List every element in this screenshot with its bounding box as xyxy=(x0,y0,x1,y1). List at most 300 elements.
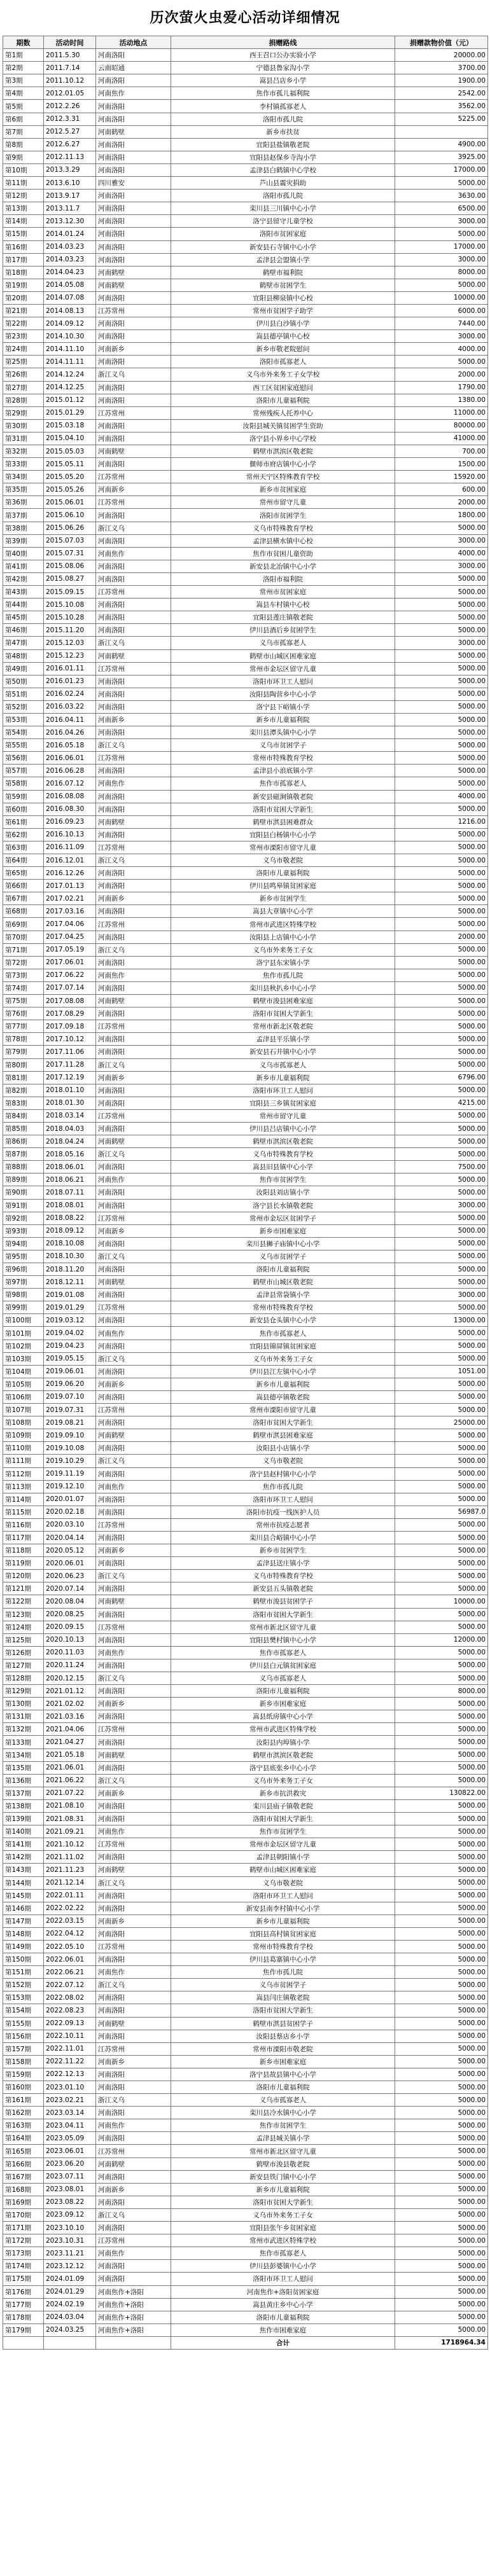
cell-location: 河南洛阳 xyxy=(96,956,171,969)
cell-date: 2015.12.23 xyxy=(44,649,96,662)
cell-issue: 第155期 xyxy=(3,2017,44,2030)
cell-issue: 第112期 xyxy=(3,1467,44,1480)
cell-route: 常州市新北区敬老院 xyxy=(171,1020,395,1033)
table-row xyxy=(3,815,488,828)
cell-issue: 第100期 xyxy=(3,1314,44,1327)
cell-location: 河南洛阳 xyxy=(96,394,171,406)
cell-issue: 第129期 xyxy=(3,1685,44,1698)
page-title: 历次萤火虫爱心活动详细情况 xyxy=(150,10,340,26)
cell-location: 河南洛阳 xyxy=(96,240,171,253)
cell-location: 河南焦作 xyxy=(96,2247,171,2260)
cell-route: 洛宁县留守儿童学校 xyxy=(171,215,395,228)
cell-location: 河南洛阳 xyxy=(96,202,171,215)
cell-issue: 第86期 xyxy=(3,1135,44,1148)
cell-location: 河南洛阳 xyxy=(96,2004,171,2017)
cell-amount: 5000.00 xyxy=(395,1646,488,1659)
cell-date: 2020.07.14 xyxy=(44,1582,96,1595)
cell-amount: 5000.00 xyxy=(395,586,488,599)
cell-date: 2022.11.22 xyxy=(44,2055,96,2068)
cell-issue: 第89期 xyxy=(3,1174,44,1186)
cell-amount: 5000.00 xyxy=(395,1698,488,1710)
cell-route: 义乌市外来务工子女学校 xyxy=(171,368,395,381)
cell-amount: 5000.00 xyxy=(395,1672,488,1685)
cell-issue: 第116期 xyxy=(3,1518,44,1531)
table-row xyxy=(3,509,488,522)
table-row xyxy=(3,1442,488,1455)
table-row xyxy=(3,2222,488,2234)
cell-date: 2020.12.15 xyxy=(44,1672,96,1685)
table-row xyxy=(3,1902,488,1915)
cell-route: 新乡市儿童福利院 xyxy=(171,1071,395,1084)
cell-date: 2018.10.08 xyxy=(44,1237,96,1250)
table-row xyxy=(3,343,488,356)
cell-issue: 第54期 xyxy=(3,726,44,739)
table-row xyxy=(3,1327,488,1340)
cell-date: 2019.12.10 xyxy=(44,1480,96,1493)
cell-amount: 5000.00 xyxy=(395,1774,488,1787)
table-row xyxy=(3,1122,488,1135)
cell-date: 2013.9.17 xyxy=(44,190,96,202)
table-row xyxy=(3,880,488,892)
cell-location: 江苏常州 xyxy=(96,1518,171,1531)
table-row xyxy=(3,125,488,138)
cell-location: 河南洛阳 xyxy=(96,1902,171,1915)
cell-amount: 4000.00 xyxy=(395,343,488,356)
cell-location: 江苏常州 xyxy=(96,304,171,317)
table-row xyxy=(3,1237,488,1250)
cell-issue: 第117期 xyxy=(3,1531,44,1544)
table-row xyxy=(3,394,488,406)
table-row xyxy=(3,432,488,445)
cell-date: 2014.03.23 xyxy=(44,240,96,253)
table-row xyxy=(3,803,488,815)
cell-amount: 5000.00 xyxy=(395,905,488,918)
cell-route: 伊川县葛寨镇中心小学 xyxy=(171,1953,395,1966)
header-row xyxy=(3,36,488,49)
cell-date: 2021.08.10 xyxy=(44,1799,96,1812)
cell-issue: 第94期 xyxy=(3,1237,44,1250)
cell-route: 伊川县彭婆镇中心小学 xyxy=(171,2260,395,2273)
cell-route: 嵩县德亭镇敬老院 xyxy=(171,1390,395,1403)
cell-location: 河南洛阳 xyxy=(96,151,171,163)
cell-route: 新乡市儿童福利院 xyxy=(171,2183,395,2196)
cell-route: 栾川县冷水镇中心小学 xyxy=(171,2107,395,2119)
cell-amount: 5000.00 xyxy=(395,892,488,905)
cell-issue: 第57期 xyxy=(3,765,44,777)
cell-route: 孟津县横水镇中心校 xyxy=(171,534,395,547)
cell-issue: 第2期 xyxy=(3,62,44,74)
cell-amount: 5000.00 xyxy=(395,700,488,713)
cell-location: 河南鹤壁 xyxy=(96,649,171,662)
cell-location: 河南焦作+洛阳 xyxy=(96,2285,171,2298)
table-row xyxy=(3,1314,488,1327)
cell-route: 洛阳市环卫工人慰问 xyxy=(171,2273,395,2285)
cell-date: 2015.01.12 xyxy=(44,394,96,406)
cell-date: 2023.08.01 xyxy=(44,2183,96,2196)
cell-location: 河南洛阳 xyxy=(96,1506,171,1518)
cell-date: 2014.05.08 xyxy=(44,279,96,291)
cell-date: 2018.01.30 xyxy=(44,1097,96,1109)
cell-location: 河南洛阳 xyxy=(96,100,171,113)
cell-amount: 5000.00 xyxy=(395,688,488,700)
total-blank xyxy=(3,2336,44,2349)
cell-issue: 第75期 xyxy=(3,995,44,1008)
cell-issue: 第115期 xyxy=(3,1506,44,1518)
cell-route: 宜阳县白杨镇中心小学 xyxy=(171,828,395,841)
cell-date: 2022.05.10 xyxy=(44,1940,96,1953)
table-row xyxy=(3,1046,488,1058)
cell-date: 2023.12.12 xyxy=(44,2260,96,2273)
table-row xyxy=(3,892,488,905)
cell-date: 2015.08.27 xyxy=(44,572,96,585)
cell-location: 河南洛阳 xyxy=(96,931,171,943)
cell-route: 洛宁县底张乡中心小学 xyxy=(171,1761,395,1774)
cell-route: 焦作市孤儿院 xyxy=(171,1966,395,1979)
cell-issue: 第168期 xyxy=(3,2183,44,2196)
cell-route: 宜阳县赵保乡寺沟小学 xyxy=(171,151,395,163)
cell-location: 江苏常州 xyxy=(96,752,171,765)
cell-date: 2020.03.10 xyxy=(44,1518,96,1531)
cell-date: 2018.08.01 xyxy=(44,1199,96,1212)
cell-route: 义乌市敬老院 xyxy=(171,1876,395,1889)
total-row xyxy=(3,2336,488,2349)
table-row xyxy=(3,841,488,854)
cell-date: 2013.11.7 xyxy=(44,202,96,215)
cell-issue: 第95期 xyxy=(3,1250,44,1263)
cell-date: 2021.11.23 xyxy=(44,1864,96,1876)
cell-amount: 5000.00 xyxy=(395,1621,488,1633)
cell-date: 2011.5.30 xyxy=(44,49,96,62)
cell-amount: 5000.00 xyxy=(395,228,488,240)
cell-route: 洛宁县故县镇中心小学 xyxy=(171,2068,395,2081)
cell-amount: 5000.00 xyxy=(395,1518,488,1531)
cell-issue: 第13期 xyxy=(3,202,44,215)
cell-amount: 5000.00 xyxy=(395,1224,488,1237)
cell-route: 伊川县酒后乡贫困学生 xyxy=(171,624,395,637)
cell-route: 孟津县小浪底镇小学 xyxy=(171,765,395,777)
cell-date: 2017.06.01 xyxy=(44,956,96,969)
table-row xyxy=(3,406,488,419)
cell-issue: 第130期 xyxy=(3,1698,44,1710)
cell-date: 2015.03.18 xyxy=(44,419,96,432)
cell-issue: 第146期 xyxy=(3,1902,44,1915)
cell-date: 2021.06.01 xyxy=(44,1761,96,1774)
cell-route: 义乌市贫困学子 xyxy=(171,739,395,752)
table-row xyxy=(3,867,488,880)
cell-location: 河南洛阳 xyxy=(96,2222,171,2234)
cell-route: 洛阳市环卫工人慰问 xyxy=(171,1493,395,1506)
total-blank xyxy=(44,2336,96,2349)
cell-issue: 第90期 xyxy=(3,1186,44,1199)
cell-location: 河南焦作 xyxy=(96,777,171,790)
cell-location: 河南洛阳 xyxy=(96,1199,171,1212)
cell-route: 嵩县车村镇中心校 xyxy=(171,599,395,611)
table-row xyxy=(3,317,488,330)
cell-amount: 41000.00 xyxy=(395,432,488,445)
cell-issue: 第133期 xyxy=(3,1736,44,1748)
cell-route: 洛宁县小界乡中心学校 xyxy=(171,432,395,445)
cell-amount: 5000.00 xyxy=(395,1467,488,1480)
cell-amount: 7500.00 xyxy=(395,1161,488,1174)
table-row xyxy=(3,1557,488,1570)
cell-amount: 3000.00 xyxy=(395,1289,488,1301)
cell-issue: 第35期 xyxy=(3,483,44,496)
cell-issue: 第170期 xyxy=(3,2208,44,2221)
cell-route: 义乌市外来务工子女 xyxy=(171,1352,395,1365)
cell-date: 2023.10.31 xyxy=(44,2234,96,2247)
cell-amount: 5000.00 xyxy=(395,1544,488,1557)
cell-route: 洛阳市贫困大学新生 xyxy=(171,1608,395,1621)
cell-issue: 第144期 xyxy=(3,1876,44,1889)
cell-issue: 第39期 xyxy=(3,534,44,547)
cell-date: 2014.04.23 xyxy=(44,266,96,279)
cell-location: 河南洛阳 xyxy=(96,1416,171,1429)
cell-route: 汝阳县城关镇贫困学生资助 xyxy=(171,419,395,432)
cell-amount: 5000.00 xyxy=(395,1327,488,1340)
table-row xyxy=(3,675,488,688)
table-row xyxy=(3,1404,488,1416)
cell-amount: 5000.00 xyxy=(395,1058,488,1071)
cell-location: 河南洛阳 xyxy=(96,458,171,471)
table-row xyxy=(3,662,488,675)
table-row xyxy=(3,215,488,228)
cell-amount: 5000.00 xyxy=(395,981,488,994)
table-row xyxy=(3,1774,488,1787)
cell-issue: 第41期 xyxy=(3,560,44,572)
cell-amount: 3000.00 xyxy=(395,253,488,266)
cell-issue: 第126期 xyxy=(3,1646,44,1659)
cell-location: 河南鹤壁 xyxy=(96,125,171,138)
cell-route: 洛阳市环卫工人慰问 xyxy=(171,1889,395,1902)
cell-route: 洛阳市儿童福利院 xyxy=(171,1263,395,1276)
cell-location: 河南洛阳 xyxy=(96,317,171,330)
cell-amount: 20000.00 xyxy=(395,49,488,62)
cell-date: 2016.02.24 xyxy=(44,688,96,700)
cell-issue: 第173期 xyxy=(3,2247,44,2260)
cell-amount: 5000.00 xyxy=(395,2030,488,2042)
cell-issue: 第156期 xyxy=(3,2030,44,2042)
cell-route: 洛宁县赵村镇中心小学 xyxy=(171,1467,395,1480)
cell-location: 河南洛阳 xyxy=(96,1289,171,1301)
cell-amount: 5000.00 xyxy=(395,1799,488,1812)
cell-amount: 3000.00 xyxy=(395,560,488,572)
cell-location: 四川雅安 xyxy=(96,177,171,190)
cell-route: 洛阳市儿童福利院 xyxy=(171,867,395,880)
cell-location: 河南新乡 xyxy=(96,2183,171,2196)
cell-amount: 80000.00 xyxy=(395,419,488,432)
table-row xyxy=(3,1966,488,1979)
cell-amount: 5000.00 xyxy=(395,1710,488,1723)
cell-amount: 5000.00 xyxy=(395,1851,488,1864)
cell-date: 2019.06.20 xyxy=(44,1378,96,1390)
table-row xyxy=(3,190,488,202)
cell-route: 鹤壁市淇县困难家庭 xyxy=(171,1429,395,1442)
cell-amount: 3925.00 xyxy=(395,151,488,163)
cell-date: 2016.12.01 xyxy=(44,854,96,867)
cell-amount: 5000.00 xyxy=(395,624,488,637)
cell-route: 新乡市抗洪救灾 xyxy=(171,1787,395,1799)
cell-location: 河南洛阳 xyxy=(96,2132,171,2145)
cell-amount: 13000.00 xyxy=(395,1314,488,1327)
cell-date: 2020.06.23 xyxy=(44,1570,96,1582)
cell-route: 焦作市贫困学生 xyxy=(171,2119,395,2132)
cell-location: 浙江义乌 xyxy=(96,2094,171,2107)
table-row xyxy=(3,1876,488,1889)
cell-date: 2016.11.09 xyxy=(44,841,96,854)
cell-location: 河南洛阳 xyxy=(96,228,171,240)
table-row xyxy=(3,266,488,279)
cell-issue: 第22期 xyxy=(3,317,44,330)
cell-amount: 5000.00 xyxy=(395,2285,488,2298)
cell-amount: 4000.00 xyxy=(395,547,488,560)
cell-amount: 5000.00 xyxy=(395,2273,488,2285)
table-row xyxy=(3,1813,488,1825)
cell-date: 2017.02.21 xyxy=(44,892,96,905)
cell-issue: 第165期 xyxy=(3,2145,44,2157)
cell-date: 2022.03.15 xyxy=(44,1915,96,1927)
cell-issue: 第171期 xyxy=(3,2222,44,2234)
cell-amount: 5000.00 xyxy=(395,1046,488,1058)
table-header xyxy=(3,36,488,49)
cell-route: 常州市留守儿童 xyxy=(171,496,395,509)
cell-location: 河南洛阳 xyxy=(96,1736,171,1748)
cell-location: 江苏常州 xyxy=(96,2042,171,2055)
cell-issue: 第99期 xyxy=(3,1301,44,1314)
table-row xyxy=(3,2234,488,2247)
cell-issue: 第20期 xyxy=(3,291,44,304)
table-row xyxy=(3,1531,488,1544)
cell-date: 2023.03.14 xyxy=(44,2107,96,2119)
table-row xyxy=(3,2273,488,2285)
cell-date: 2024.01.09 xyxy=(44,2273,96,2285)
cell-issue: 第101期 xyxy=(3,1327,44,1340)
cell-route: 常州市抗疫志愿者 xyxy=(171,1518,395,1531)
cell-route: 义乌市贫困学子 xyxy=(171,1979,395,1991)
cell-amount: 5000.00 xyxy=(395,1033,488,1046)
cell-location: 河南洛阳 xyxy=(96,560,171,572)
cell-date: 2020.11.03 xyxy=(44,1646,96,1659)
cell-location: 浙江义乌 xyxy=(96,1979,171,1991)
cell-date: 2014.08.13 xyxy=(44,304,96,317)
cell-issue: 第71期 xyxy=(3,943,44,956)
cell-date: 2021.12.14 xyxy=(44,1876,96,1889)
table-row xyxy=(3,1761,488,1774)
cell-route: 孟津县平乐镇小学 xyxy=(171,1033,395,1046)
table-row xyxy=(3,560,488,572)
table-row xyxy=(3,1799,488,1812)
table-row xyxy=(3,1429,488,1442)
table-row xyxy=(3,1148,488,1161)
cell-amount: 5000.00 xyxy=(395,662,488,675)
cell-date: 2014.03.23 xyxy=(44,253,96,266)
cell-route: 孟津县朝阳镇小学 xyxy=(171,1851,395,1864)
cell-location: 河南洛阳 xyxy=(96,1314,171,1327)
cell-issue: 第72期 xyxy=(3,956,44,969)
cell-issue: 第175期 xyxy=(3,2273,44,2285)
cell-amount: 5000.00 xyxy=(395,2119,488,2132)
cell-route: 伊川县江左镇中心小学 xyxy=(171,1365,395,1378)
cell-route: 新乡市贫困学生 xyxy=(171,1544,395,1557)
cell-date: 2015.04.10 xyxy=(44,432,96,445)
cell-route: 洛宁县下峪镇小学 xyxy=(171,700,395,713)
table-row xyxy=(3,62,488,74)
cell-issue: 第29期 xyxy=(3,406,44,419)
cell-issue: 第163期 xyxy=(3,2119,44,2132)
cell-route: 鹤壁市福利院 xyxy=(171,266,395,279)
cell-amount: 5000.00 xyxy=(395,1927,488,1940)
cell-route: 新安县仓头镇中心小学 xyxy=(171,1314,395,1327)
table-row xyxy=(3,1608,488,1621)
table-row xyxy=(3,2004,488,2017)
cell-date: 2020.02.18 xyxy=(44,1506,96,1518)
table-row xyxy=(3,496,488,509)
cell-issue: 第28期 xyxy=(3,394,44,406)
cell-location: 河南洛阳 xyxy=(96,74,171,87)
cell-amount: 700.00 xyxy=(395,445,488,458)
cell-route: 伊川县吕店镇中心小学 xyxy=(171,1122,395,1135)
cell-route: 洛阳市孤儿院 xyxy=(171,190,395,202)
table-row xyxy=(3,2298,488,2311)
cell-amount: 5000.00 xyxy=(395,1455,488,1467)
table-row xyxy=(3,1289,488,1301)
cell-route: 新安县南李村镇中心小学 xyxy=(171,1902,395,1915)
cell-date: 2022.02.22 xyxy=(44,1902,96,1915)
cell-amount: 5000.00 xyxy=(395,2042,488,2055)
cell-date: 2021.04.27 xyxy=(44,1736,96,1748)
cell-location: 浙江义乌 xyxy=(96,637,171,649)
cell-date: 2015.09.15 xyxy=(44,586,96,599)
total-blank xyxy=(96,2336,171,2349)
cell-date: 2012.11.13 xyxy=(44,151,96,163)
cell-route: 洛阳市孤寡老人 xyxy=(171,356,395,368)
cell-amount: 5000.00 xyxy=(395,2055,488,2068)
table-row xyxy=(3,1927,488,1940)
cell-date: 2019.01.08 xyxy=(44,1289,96,1301)
cell-issue: 第37期 xyxy=(3,509,44,522)
cell-route: 洛阳市儿童福利院 xyxy=(171,2081,395,2094)
cell-date: 2016.06.01 xyxy=(44,752,96,765)
cell-date: 2023.11.21 xyxy=(44,2247,96,2260)
cell-issue: 第150期 xyxy=(3,1953,44,1966)
cell-amount: 5000.00 xyxy=(395,2260,488,2273)
cell-location: 河南洛阳 xyxy=(96,49,171,62)
cell-route: 洛阳市儿童福利院 xyxy=(171,2311,395,2323)
cell-route: 常州市溧阳市留守儿童 xyxy=(171,841,395,854)
cell-route: 新乡市儿童福利院 xyxy=(171,713,395,726)
cell-location: 河南洛阳 xyxy=(96,1633,171,1646)
cell-location: 河南洛阳 xyxy=(96,1442,171,1455)
cell-location: 河南洛阳 xyxy=(96,1991,171,2004)
cell-issue: 第21期 xyxy=(3,304,44,317)
cell-issue: 第50期 xyxy=(3,675,44,688)
table-row xyxy=(3,726,488,739)
table-row xyxy=(3,1915,488,1927)
cell-issue: 第49期 xyxy=(3,662,44,675)
cell-amount: 5000.00 xyxy=(395,841,488,854)
cell-date: 2021.09.21 xyxy=(44,1825,96,1838)
cell-date: 2017.12.19 xyxy=(44,1071,96,1084)
table-row xyxy=(3,1582,488,1595)
cell-date: 2023.02.21 xyxy=(44,2094,96,2107)
header-issue: 期数 xyxy=(3,36,44,49)
cell-date: 2022.08.02 xyxy=(44,1991,96,2004)
cell-location: 河南新乡 xyxy=(96,1915,171,1927)
table-row xyxy=(3,1365,488,1378)
cell-amount: 2542.00 xyxy=(395,87,488,100)
cell-location: 浙江义乌 xyxy=(96,1455,171,1467)
table-row xyxy=(3,1953,488,1966)
cell-issue: 第136期 xyxy=(3,1774,44,1787)
